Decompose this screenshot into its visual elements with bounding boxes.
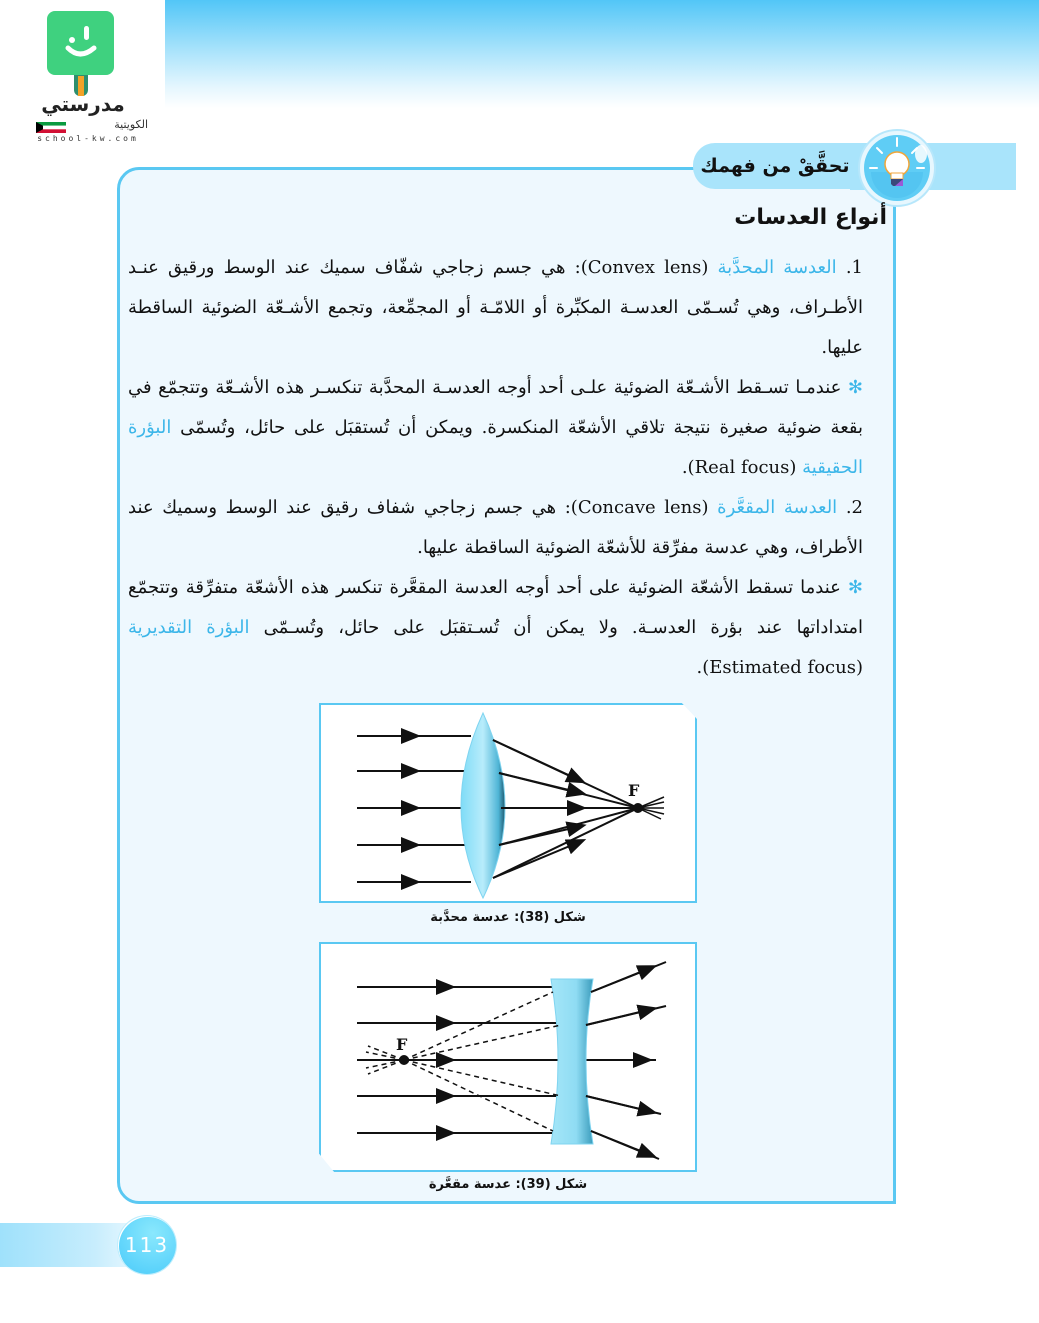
figure-caption: شكل (39): عدسة مقعَّرة xyxy=(428,1177,588,1192)
paragraph-convex-note xyxy=(128,368,863,488)
page-number-band xyxy=(0,1223,135,1267)
paragraph-text: عندمـا تسـقط الأشـعّة الضوئية علـى أحد أوجه العدسـة المحدَّبة تنكسـر هذه الأشـعّة وتتجمّع في بقعة ضوئية صغيرة نتيجة تلاقي الأشعّة المنكسرة. ويمكن أن تُستقبَل على حائل، وتُسمّى xyxy=(128,377,863,438)
english-term: (Estimated focus). xyxy=(696,657,863,678)
figure-convex-lens xyxy=(319,703,697,903)
section-title: أنواع العدسات xyxy=(734,205,887,230)
school-logo xyxy=(18,6,148,146)
bullet-star-icon: ✻ xyxy=(847,377,863,398)
focus-label: F xyxy=(628,781,640,800)
term-estimated-focus: البؤرة التقديرية xyxy=(128,617,250,638)
check-understanding-tab xyxy=(693,143,871,189)
term-convex-lens: العدسة المحدَّبة xyxy=(717,257,837,278)
term-concave-lens: العدسة المقعَّرة xyxy=(717,497,838,518)
lesson-content xyxy=(128,248,863,688)
page-number-badge xyxy=(118,1216,176,1274)
paragraph-text: : هي جسم زجاجي شفاف رقيق عند الوسط وسميك عند الأطراف، وهي عدسة مفرِّقة للأشعّة الضوئية الساقطة عليها. xyxy=(128,497,863,558)
logo-url: school-kw.com xyxy=(37,134,139,143)
english-term: (Real focus). xyxy=(681,457,797,478)
figure-caption: شكل (38): عدسة محدَّبة xyxy=(430,910,586,925)
focus-label: F xyxy=(396,1035,408,1054)
item-number: 1. xyxy=(845,257,863,278)
english-term: (Convex lens) xyxy=(580,257,709,278)
paragraph-text: : هي جسم زجاجي شفّاف سميك عند الوسط ورقيق عنـد الأطـراف، وهي تُسـمّى العدسـة المكبِّرة أو اللامّـة أو المجمِّعة، وتجمع الأشـعّة الضوئية الساقطة عليها. xyxy=(128,257,863,358)
term-real-focus: البؤرة الحقيقية xyxy=(128,417,863,478)
top-gradient-band xyxy=(165,0,1039,108)
smile-icon xyxy=(62,24,102,64)
figure-concave-lens xyxy=(319,942,697,1172)
page-number: 113 xyxy=(124,1233,170,1257)
paragraph-concave xyxy=(128,488,863,568)
logo-subtitle: الكويتية xyxy=(114,118,148,131)
item-number: 2. xyxy=(845,497,863,518)
paragraph-concave-note xyxy=(128,568,863,688)
logo-title: مدرستي xyxy=(41,92,125,116)
paragraph-convex xyxy=(128,248,863,368)
lightbulb-icon xyxy=(857,128,937,208)
header-tab-label: تحقَّقْ من فهمك xyxy=(700,155,850,177)
bullet-star-icon: ✻ xyxy=(847,577,863,598)
english-term: (Concave lens) xyxy=(570,497,709,518)
paragraph-text: عندما تسقط الأشعّة الضوئية على أحد أوجه العدسة المقعَّرة تنكسر هذه الأشعّة متفرِّقة وتتجمّع امتداداتها عند بؤرة العدسـة. ولا يمكن أن تُسـتقبَل على حائل، وتُسـمّى xyxy=(128,577,863,638)
concave-lens-diagram xyxy=(321,944,699,1174)
convex-lens-diagram xyxy=(321,705,699,905)
